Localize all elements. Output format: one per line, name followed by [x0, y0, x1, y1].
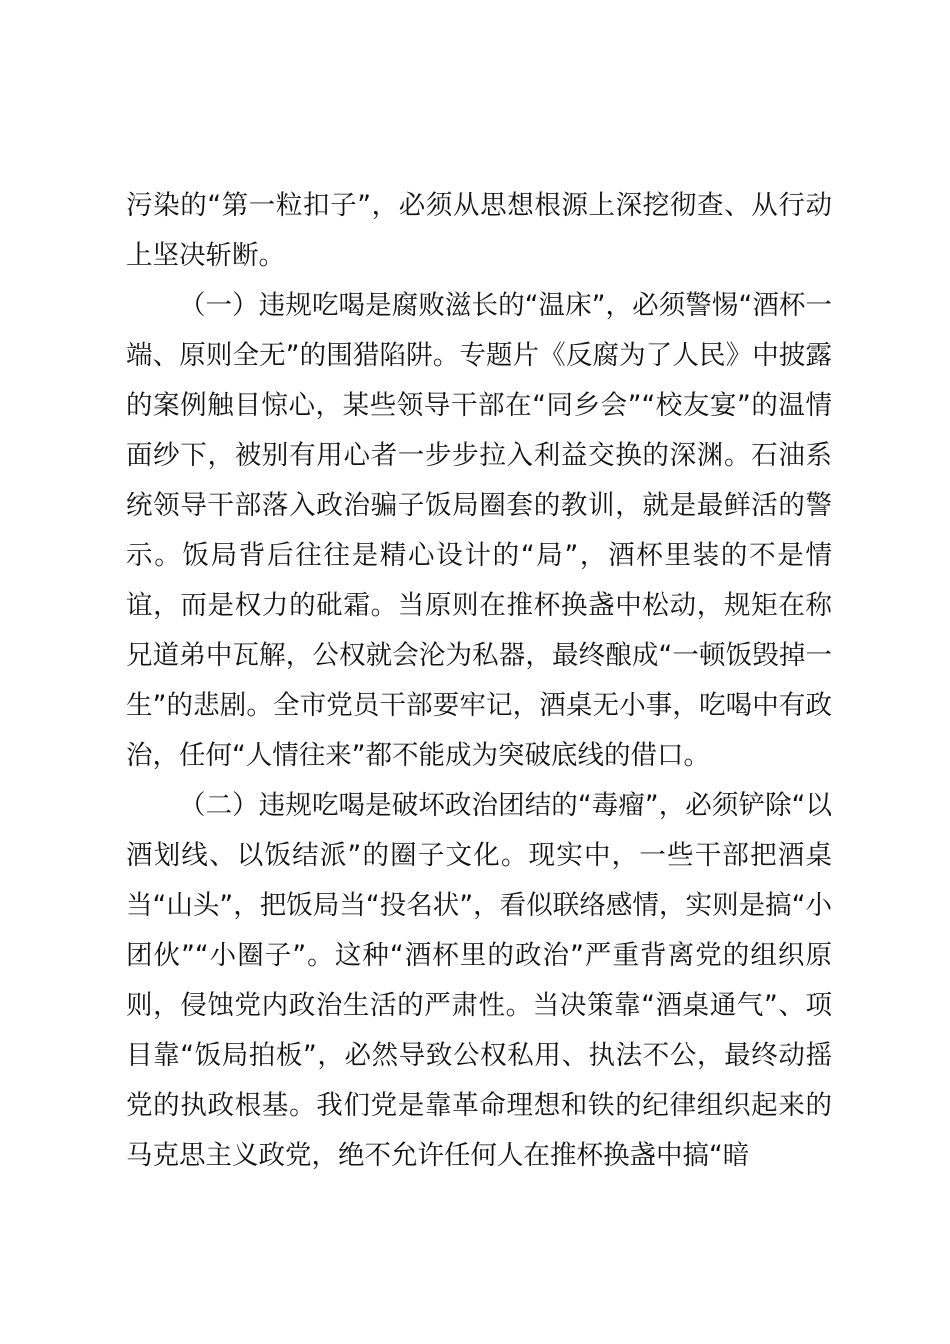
paragraph-section-two: （二）违规吃喝是破坏政治团结的“毒瘤”，必须铲除“以酒划线、以饭结派”的圈子文化。现实中，一些干部把酒桌当“山头”，把饭局当“投名状”，看似联络感情，实则是搞“小团伙”“小圈子”。这种“酒杯里的政治”严重背离党的组织原则，侵蚀党内政治生活的严肃性。当决策靠“酒桌通气”、项目靠“饭局拍板”，必然导致公权私用、执法不公，最终动摇党的执政根基。我们党是靠革命理想和铁的纪律组织起来的马克思主义政党，绝不允许任何人在推杯换盏中搞“暗	[126, 790, 832, 1171]
document-body	[126, 181, 832, 1181]
paragraph-section-one: （一）违规吃喝是腐败滋长的“温床”，必须警惕“酒杯一端、原则全无”的围猎陷阱。专题片《反腐为了人民》中披露的案例触目惊心，某些领导干部在“同乡会”“校友宴”的温情面纱下，被别有用心者一步步拉入利益交换的深渊。石油系统领导干部落入政治骗子饭局圈套的教训，就是最鲜活的警示。饭局背后往往是精心设计的“局”，酒杯里装的不是情谊，而是权力的砒霜。当原则在推杯换盏中松动，规矩在称兄道弟中瓦解，公权就会沦为私器，最终酿成“一顿饭毁掉一生”的悲剧。全市党员干部要牢记，酒桌无小事，吃喝中有政治，任何“人情往来”都不能成为突破底线的借口。	[126, 290, 832, 771]
paragraph-continuation: 污染的“第一粒扣子”，必须从思想根源上深挖彻查、从行动上坚决斩断。	[126, 190, 832, 271]
